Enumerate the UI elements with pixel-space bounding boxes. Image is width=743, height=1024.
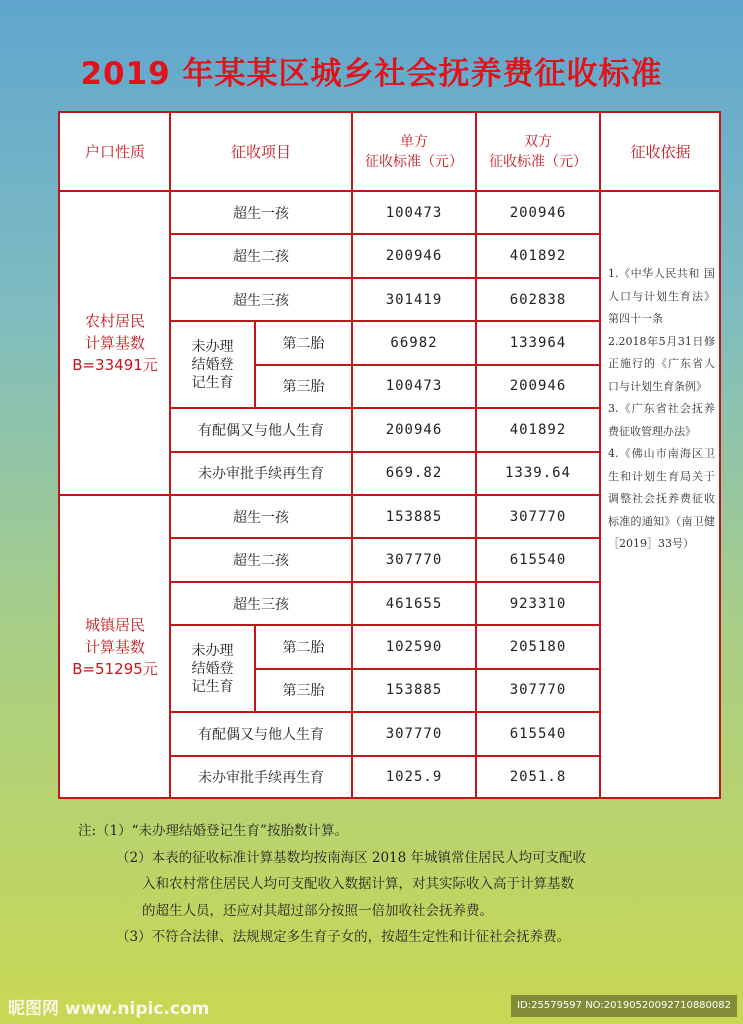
fee-table [58, 111, 721, 799]
urban-row-item: 超生二孩 [233, 553, 289, 570]
urban-row-single: 461655 [385, 595, 443, 612]
rural-row-double: 200946 [509, 204, 567, 221]
urban-row-single: 307770 [385, 552, 443, 569]
rural-row-single: 66982 [390, 334, 438, 351]
urban-group-label [60, 495, 170, 799]
urban-row-divider [170, 581, 600, 583]
note-2-line3: 的超生人员，还应对其超过部分按照一倍加收社会抚养费。 [142, 902, 493, 919]
urban-row-single: 1025.9 [385, 769, 443, 786]
rural-row-double: 133964 [509, 334, 567, 351]
rural-base: B=33491元 [72, 356, 158, 374]
urban-row-item: 第三胎 [282, 683, 325, 700]
collection-basis [600, 191, 721, 799]
urban-unmarried-line3: 记生育 [191, 678, 234, 695]
header-double-line1: 双方 [524, 134, 552, 150]
urban-line2: 计算基数 [84, 638, 145, 656]
urban-line1: 城镇居民 [84, 616, 145, 634]
urban-row-divider [170, 755, 600, 757]
rural-row-divider [170, 407, 600, 409]
rural-row-item: 未办审批手续再生育 [198, 466, 324, 483]
urban-row-item: 有配偶又与他人生育 [198, 726, 324, 743]
urban-row-double: 923310 [509, 595, 567, 612]
urban-row-single: 102590 [385, 638, 443, 655]
urban-row-double: 307770 [509, 508, 567, 525]
header-double [476, 113, 600, 191]
urban-unmarried-line1: 未办理 [191, 642, 234, 659]
urban-row-double: 615540 [509, 552, 567, 569]
rural-row-divider [170, 451, 600, 453]
rural-row-single: 100473 [385, 378, 443, 395]
note-2-line1: （2）本表的征收标准计算基数均按南海区 2018 年城镇常住居民人均可支配收 [116, 849, 587, 866]
rural-row-single: 200946 [385, 421, 443, 438]
note-2-line2: 入和农村常住居民人均可支配收入数据计算，对其实际收入高于计算基数 [142, 876, 574, 892]
rural-row-divider [170, 233, 600, 235]
rural-row-item: 有配偶又与他人生育 [198, 422, 324, 439]
rural-row-double: 401892 [509, 421, 567, 438]
urban-row-item: 未办审批手续再生育 [198, 770, 324, 787]
rural-row-divider [170, 277, 600, 279]
urban-row-single: 153885 [385, 682, 443, 699]
watermark-logo: 昵图网 www.nipic.com [8, 999, 210, 1019]
rural-line1: 农村居民 [84, 312, 145, 330]
header-single [352, 113, 476, 191]
urban-row-double: 2051.8 [509, 769, 567, 786]
basis-item-4: 4.《佛山市南海区卫生和计划生育局关于调整社会抚养费征收标准的通知》（南卫健［2019］33号） [608, 447, 715, 550]
urban-base: B=51295元 [72, 660, 158, 678]
header-single-line1: 单方 [400, 134, 428, 150]
rural-row-item: 第二胎 [282, 335, 325, 352]
rural-row-single: 100473 [385, 204, 443, 221]
rural-unmarried-line2: 结婚登 [191, 356, 234, 373]
rural-row-single: 301419 [385, 291, 443, 308]
rural-row-item: 超生二孩 [233, 249, 289, 266]
rural-row-single: 200946 [385, 248, 443, 265]
notes [78, 818, 718, 951]
header-basis: 征收依据 [630, 143, 691, 161]
rural-row-item: 超生三孩 [233, 292, 289, 309]
watermark-bar [0, 992, 743, 1024]
urban-row-double: 615540 [509, 725, 567, 742]
basis-item-1: 1.《中华人民共和 国人口与计划生育法》第四十一条 [608, 267, 715, 325]
rural-row-double: 200946 [509, 378, 567, 395]
rural-row-double: 401892 [509, 248, 567, 265]
urban-row-double: 205180 [509, 638, 567, 655]
watermark-id: ID:25579597 NO:20190520092710880082 [511, 995, 737, 1017]
urban-row-item: 第二胎 [282, 639, 325, 656]
rural-row-double: 1339.64 [504, 465, 571, 482]
header-double-line2: 征收标准（元） [489, 154, 587, 170]
urban-row-divider [170, 624, 600, 626]
basis-item-2: 2.2018年5月31日修正施行的《广东省人口与计划生育条例》 [608, 334, 715, 393]
urban-unmarried-label [170, 625, 255, 712]
page-title: 2019 年某某区城乡社会抚养费征收标准 [80, 56, 663, 92]
rural-row-divider [255, 364, 600, 366]
rural-unmarried-line3: 记生育 [191, 374, 234, 391]
rural-unmarried-label [170, 321, 255, 408]
rural-unmarried-line1: 未办理 [191, 338, 234, 355]
rural-row-item: 超生一孩 [233, 205, 289, 222]
header-household-type: 户口性质 [84, 143, 145, 161]
rural-row-divider [170, 320, 600, 322]
basis-item-3: 3.《广东省社会抚养费征收管理办法》 [608, 402, 715, 438]
rural-row-double: 602838 [509, 291, 567, 308]
urban-row-single: 153885 [385, 508, 443, 525]
note-1: 注:（1）“未办理结婚登记生育”按胎数计算。 [78, 823, 348, 839]
urban-row-single: 307770 [385, 725, 443, 742]
urban-row-divider [255, 668, 600, 670]
urban-row-item: 超生一孩 [233, 509, 289, 526]
rural-group-label [60, 191, 170, 495]
urban-row-divider [170, 711, 600, 713]
rural-row-single: 669.82 [385, 465, 443, 482]
urban-row-divider [170, 537, 600, 539]
header-single-line2: 征收标准（元） [365, 154, 463, 170]
header-item: 征收项目 [230, 143, 291, 161]
note-3: （3）不符合法律、法规规定多生育子女的，按超生定性和计征社会抚养费。 [116, 929, 571, 945]
urban-row-double: 307770 [509, 682, 567, 699]
urban-row-item: 超生三孩 [233, 596, 289, 613]
rural-line2: 计算基数 [84, 334, 145, 352]
rural-row-item: 第三胎 [282, 379, 325, 396]
urban-unmarried-line2: 结婚登 [191, 660, 234, 677]
